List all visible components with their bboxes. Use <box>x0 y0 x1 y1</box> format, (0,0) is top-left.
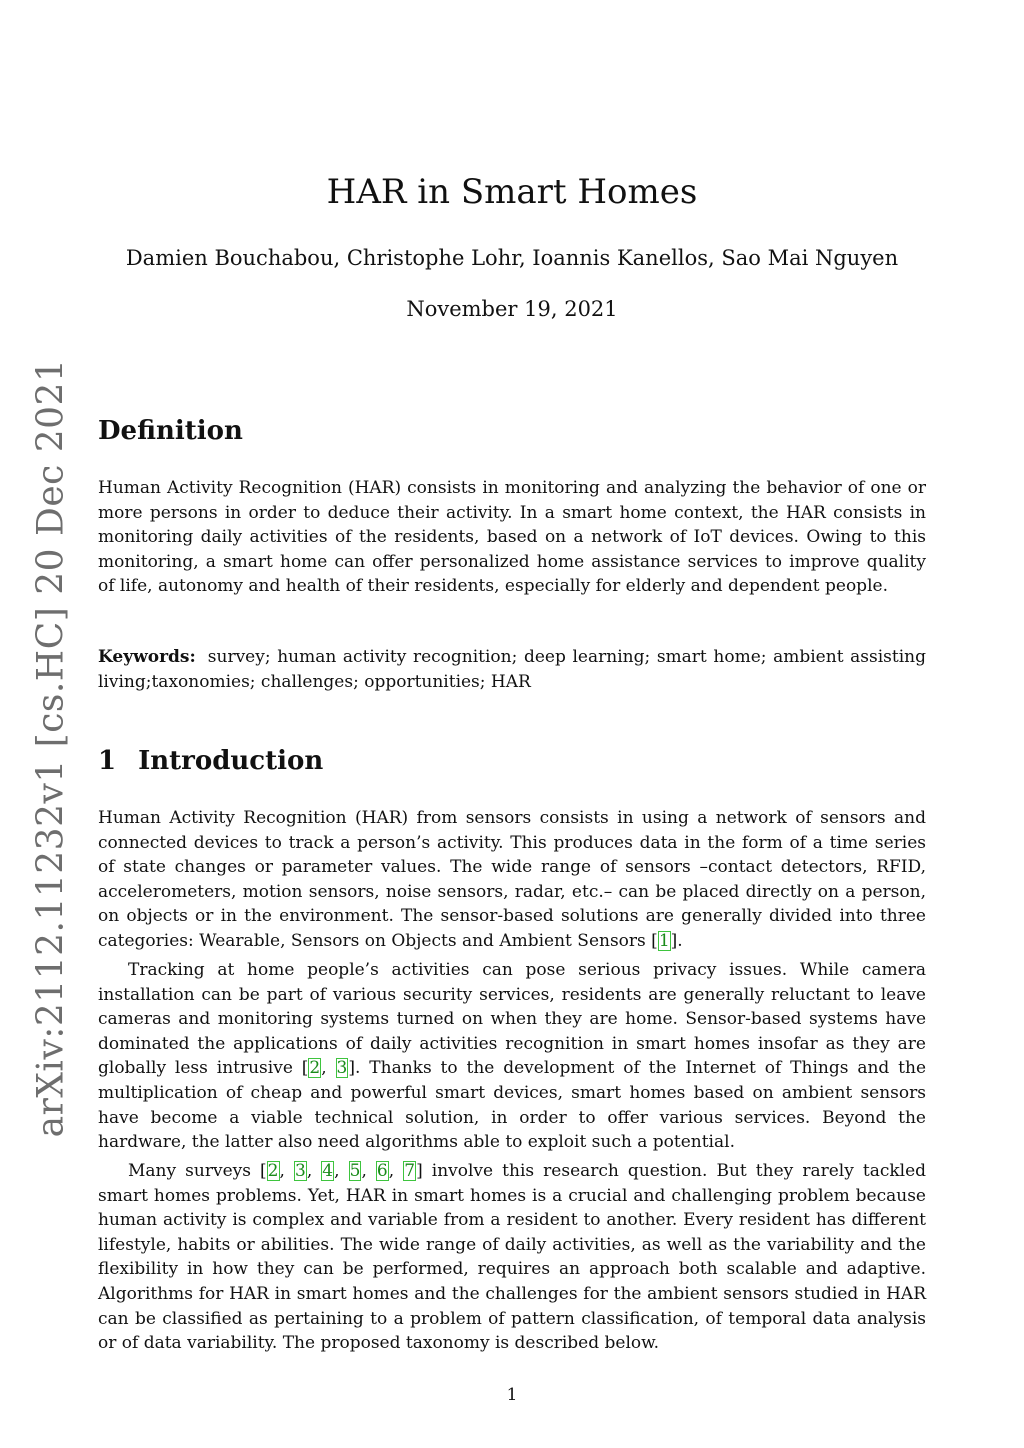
intro-p3-rest: involve this research question. But they rarely tackled smart homes problems. Yet, HAR in smart homes is a crucial and challenging problem because human activity is complex and variable from a resident to another. Every resident has different lifestyle, habits or abilities. The wide range of daily activities, as well as the variability and the flexibility in how they can be performed, requires an approach both scalable and adaptive. Algorithms for HAR in smart homes and the challenges for the ambient sensors studied in HAR can be classified as pertaining to a problem of pattern classification, of temporal data analysis or of data variability. The proposed taxonomy is described below. <box>98 1161 927 1354</box>
intro-p1-end: . <box>677 930 683 951</box>
intro-p2-rest: . Thanks to the development of the Internet of Things and the multiplication of cheap and powerful smart devices, smart homes based on ambient sensors have become a viable technical solution, in order to offer various services. Beyond the hardware, the latter also need algorithms able to exploit such a potential. <box>98 1058 927 1153</box>
intro-p3-text: Many surveys <box>128 1161 261 1181</box>
keywords-paragraph <box>98 645 926 694</box>
citation-link[interactable]: 3 <box>336 1058 348 1079</box>
citation-link[interactable]: 7 <box>404 1161 416 1181</box>
citation-link[interactable]: 4 <box>322 1161 334 1181</box>
introduction-heading <box>98 746 323 776</box>
intro-paragraph-3: Many surveys [2, 3, 4, 5, 6, 7] involve this research question. But they rarely tackled smart homes problems. Yet, HAR in smart homes is a crucial and challenging problem because human activity is complex and variable from a resident to another. Every resident has different lifestyle, habits or abilities. The wide range of daily activities, as well as the variability and the flexibility in how they can be performed, requires an approach both scalable and adaptive. Algorithms for HAR in smart homes and the challenges for the ambient sensors studied in HAR can be classified as pertaining to a problem of pattern classification, of temporal data analysis or of data variability. The proposed taxonomy is described below. <box>98 1161 927 1354</box>
citation-link[interactable]: 2 <box>309 1058 321 1079</box>
section-title: Introduction <box>138 746 324 776</box>
citation-link[interactable]: 6 <box>376 1161 388 1181</box>
keywords-text: survey; human activity recognition; deep learning; smart home; ambient assisting living;taxonomies; challenges; opportunities; HAR <box>98 647 926 692</box>
definition-paragraph: Human Activity Recognition (HAR) consists in monitoring and analyzing the behavior of one or more persons in order to deduce their activity. In a smart home context, the HAR consists in monitoring daily activities of the residents, based on a network of IoT devices. Owing to this monitoring, a smart home can offer personalized home assistance services to improve quality of life, autonomy and health of their residents, especially for elderly and dependent people. <box>98 478 926 597</box>
arxiv-identifier: arXiv:2112.11232v1 [cs.HC] 20 Dec 2021 <box>30 358 72 1138</box>
citation-link[interactable]: 2 <box>267 1161 279 1181</box>
citation-link[interactable]: 1 <box>658 930 670 951</box>
intro-p1-text: Human Activity Recognition (HAR) from sensors consists in using a network of sensors and connected devices to track a person’s activity. This produces data in the form of a time series of state changes or parameter values. The wide range of sensors –contact detectors, RFID, accelerometers, motion sensors, noise sensors, radar, etc.– can be placed directly on a person, on objects or in the environment. The sensor-based solutions are generally divided into three categories: Wearable, Sensors on Objects and Ambient Sensors <box>98 808 926 951</box>
author-list: Damien Bouchabou, Christophe Lohr, Ioannis Kanellos, Sao Mai Nguyen <box>125 246 899 270</box>
definition-heading: Definition <box>98 416 243 446</box>
section-number: 1 <box>98 746 117 776</box>
intro-paragraph-2: Tracking at home people’s activities can pose serious privacy issues. While camera installation can be part of various security services, residents are generally reluctant to leave cameras and monitoring systems turned on when they are home. Sensor-based systems have dominated the applications of daily activities recognition in smart homes insofar as they are globally less intrusive [2, 3]. Thanks to the development of the Internet of Things and the multiplication of cheap and powerful smart devices, smart homes based on ambient sensors have become a viable technical solution, in order to offer various services. Beyond the hardware, the latter also need algorithms able to exploit such a potential. <box>98 960 927 1153</box>
publication-date: November 19, 2021 <box>406 297 618 321</box>
intro-p2-text: Tracking at home people’s activities can pose serious privacy issues. While camera installation can be part of various security services, residents are generally reluctant to leave cameras and monitoring systems turned on when they are home. Sensor-based systems have dominated the applications of daily activities recognition in smart homes insofar as they are globally less intrusive <box>98 960 926 1079</box>
keywords-label: Keywords: <box>98 647 196 667</box>
intro-paragraph-1: Human Activity Recognition (HAR) from sensors consists in using a network of sensors and connected devices to track a person’s activity. This produces data in the form of a time series of state changes or parameter values. The wide range of sensors –contact detectors, RFID, accelerometers, motion sensors, noise sensors, radar, etc.– can be placed directly on a person, on objects or in the environment. The sensor-based solutions are generally divided into three categories: Wearable, Sensors on Objects and Ambient Sensors [1]. <box>98 808 926 951</box>
citation-link[interactable]: 5 <box>349 1161 361 1181</box>
page-number: 1 <box>506 1385 518 1405</box>
paper-title: HAR in Smart Homes <box>326 172 698 212</box>
citation-link[interactable]: 3 <box>294 1161 306 1181</box>
